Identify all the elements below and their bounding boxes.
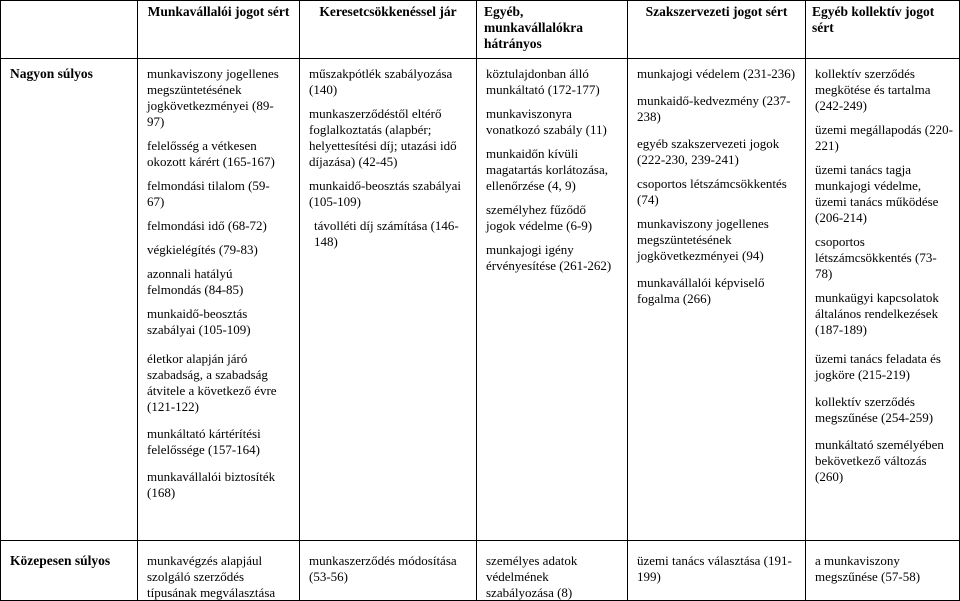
list-item: munkaidőn kívüli magatartás korlátozása, ellenőrzése (4, 9) [486, 146, 608, 193]
col-divider-2 [299, 0, 300, 601]
cell-nagyon-szakszervezeti [637, 66, 797, 315]
list-item: üzemi tanács feladata és jogköre (215-219) [815, 351, 941, 382]
list-item: csoportos létszámcsökkentés (73-78) [815, 234, 937, 281]
header-szakszervezeti: Szakszervezeti jogot sért [645, 4, 788, 19]
list-item: életkor alapján járó szabadság, a szabadság átvitele a következő évre (121-122) [147, 351, 277, 414]
list-item: munkaviszonyra vonatkozó szabály (11) [486, 106, 607, 137]
list-item: munkaidő-beosztás szabályai (105-109) [309, 178, 461, 209]
list-item: köztulajdonban álló munkáltató (172-177) [486, 66, 600, 97]
list-item: munkavállalói biztosíték (168) [147, 469, 276, 500]
list-item: munkajogi védelem (231-236) [637, 66, 796, 81]
col-divider-5 [805, 0, 806, 601]
cell-nagyon-munkavallaloi [147, 66, 287, 509]
list-item: kollektív szerződés megkötése és tartalma (242-249) [815, 66, 931, 113]
cell-kozepesen-munkavallaloi: munkavégzés alapjául szolgáló szerződés típusának megválasztása [147, 553, 276, 600]
list-item: egyéb szakszervezeti jogok (222-230, 239-241) [637, 136, 780, 167]
cell-kozepesen-egyeb: személyes adatok védelmének szabályozása (8) [486, 553, 578, 600]
cell-kozepesen-szakszervezeti: üzemi tanács választása (191-199) [637, 553, 792, 584]
row-label-nagyon-sulyos: Nagyon súlyos [10, 66, 93, 81]
header-keresetcsokkenes: Keresetcsökkenéssel jár [319, 4, 457, 19]
list-item: személyhez fűződő jogok védelme (6-9) [486, 202, 593, 233]
row-label-kozepesen-sulyos: Közepesen súlyos [10, 553, 111, 568]
top-border [0, 0, 960, 1]
list-item: munkaügyi kapcsolatok általános rendelkezések (187-189) [815, 290, 939, 337]
col-divider-3 [476, 0, 477, 601]
list-item: csoportos létszámcsökkentés (74) [637, 176, 787, 207]
list-item: munkaszerződéstől eltérő foglalkoztatás (alapbér; helyettesítési díj; utazási idő díjazása) (42-45) [309, 106, 457, 169]
header-divider [0, 58, 960, 59]
cell-nagyon-kollektiv [815, 66, 953, 493]
list-item: munkavállalói képviselő fogalma (266) [637, 275, 765, 306]
row-divider [0, 540, 960, 541]
header-egyeb-kollektiv: Egyéb kollektív jogot sért [812, 4, 935, 35]
list-item: felmondási tilalom (59-67) [147, 178, 270, 209]
list-item: munkáltató kártérítési felelőssége (157-164) [147, 426, 261, 457]
list-item: munkaidő-beosztás szabályai (105-109) [147, 306, 251, 337]
list-item: azonnali hatályú felmondás (84-85) [147, 266, 244, 297]
list-item: távolléti díj számítása (146-148) [314, 218, 459, 249]
list-item: munkaviszony jogellenes megszüntetésének jogkövetkezményei (89-97) [147, 66, 279, 129]
header-egyeb-hatranyos: Egyéb, munkavállalókra hátrányos [484, 4, 584, 51]
list-item: munkáltató személyében bekövetkező változás (260) [815, 437, 944, 484]
list-item: végkielégítés (79-83) [147, 242, 258, 257]
list-item: kollektív szerződés megszűnése (254-259) [815, 394, 934, 425]
list-item: munkaviszony jogellenes megszüntetésének jogkövetkezményei (94) [637, 216, 769, 263]
header-munkavallaloi: Munkavállalói jogot sért [147, 4, 290, 19]
col-divider-4 [627, 0, 628, 601]
cell-nagyon-egyeb [486, 66, 616, 282]
left-border [0, 0, 1, 601]
list-item: munkajogi igény érvényesítése (261-262) [486, 242, 612, 273]
list-item: felmondási idő (68-72) [147, 218, 267, 233]
cell-kozepesen-keresetcsokkenes: munkaszerződés módosítása (53-56) [309, 553, 457, 584]
col-divider-1 [137, 0, 138, 601]
cell-nagyon-keresetcsokkenes [309, 66, 469, 258]
list-item: üzemi tanács tagja munkajogi védelme, üzemi tanács működése (206-214) [815, 162, 939, 225]
list-item: felelősség a vétkesen okozott kárért (165-167) [147, 138, 275, 169]
cell-kozepesen-kollektiv: a munkaviszony megszűnése (57-58) [815, 553, 921, 584]
list-item: üzemi megállapodás (220-221) [815, 122, 953, 153]
list-item: műszakpótlék szabályozása (140) [309, 66, 453, 97]
list-item: munkaidő-kedvezmény (237-238) [637, 93, 791, 124]
